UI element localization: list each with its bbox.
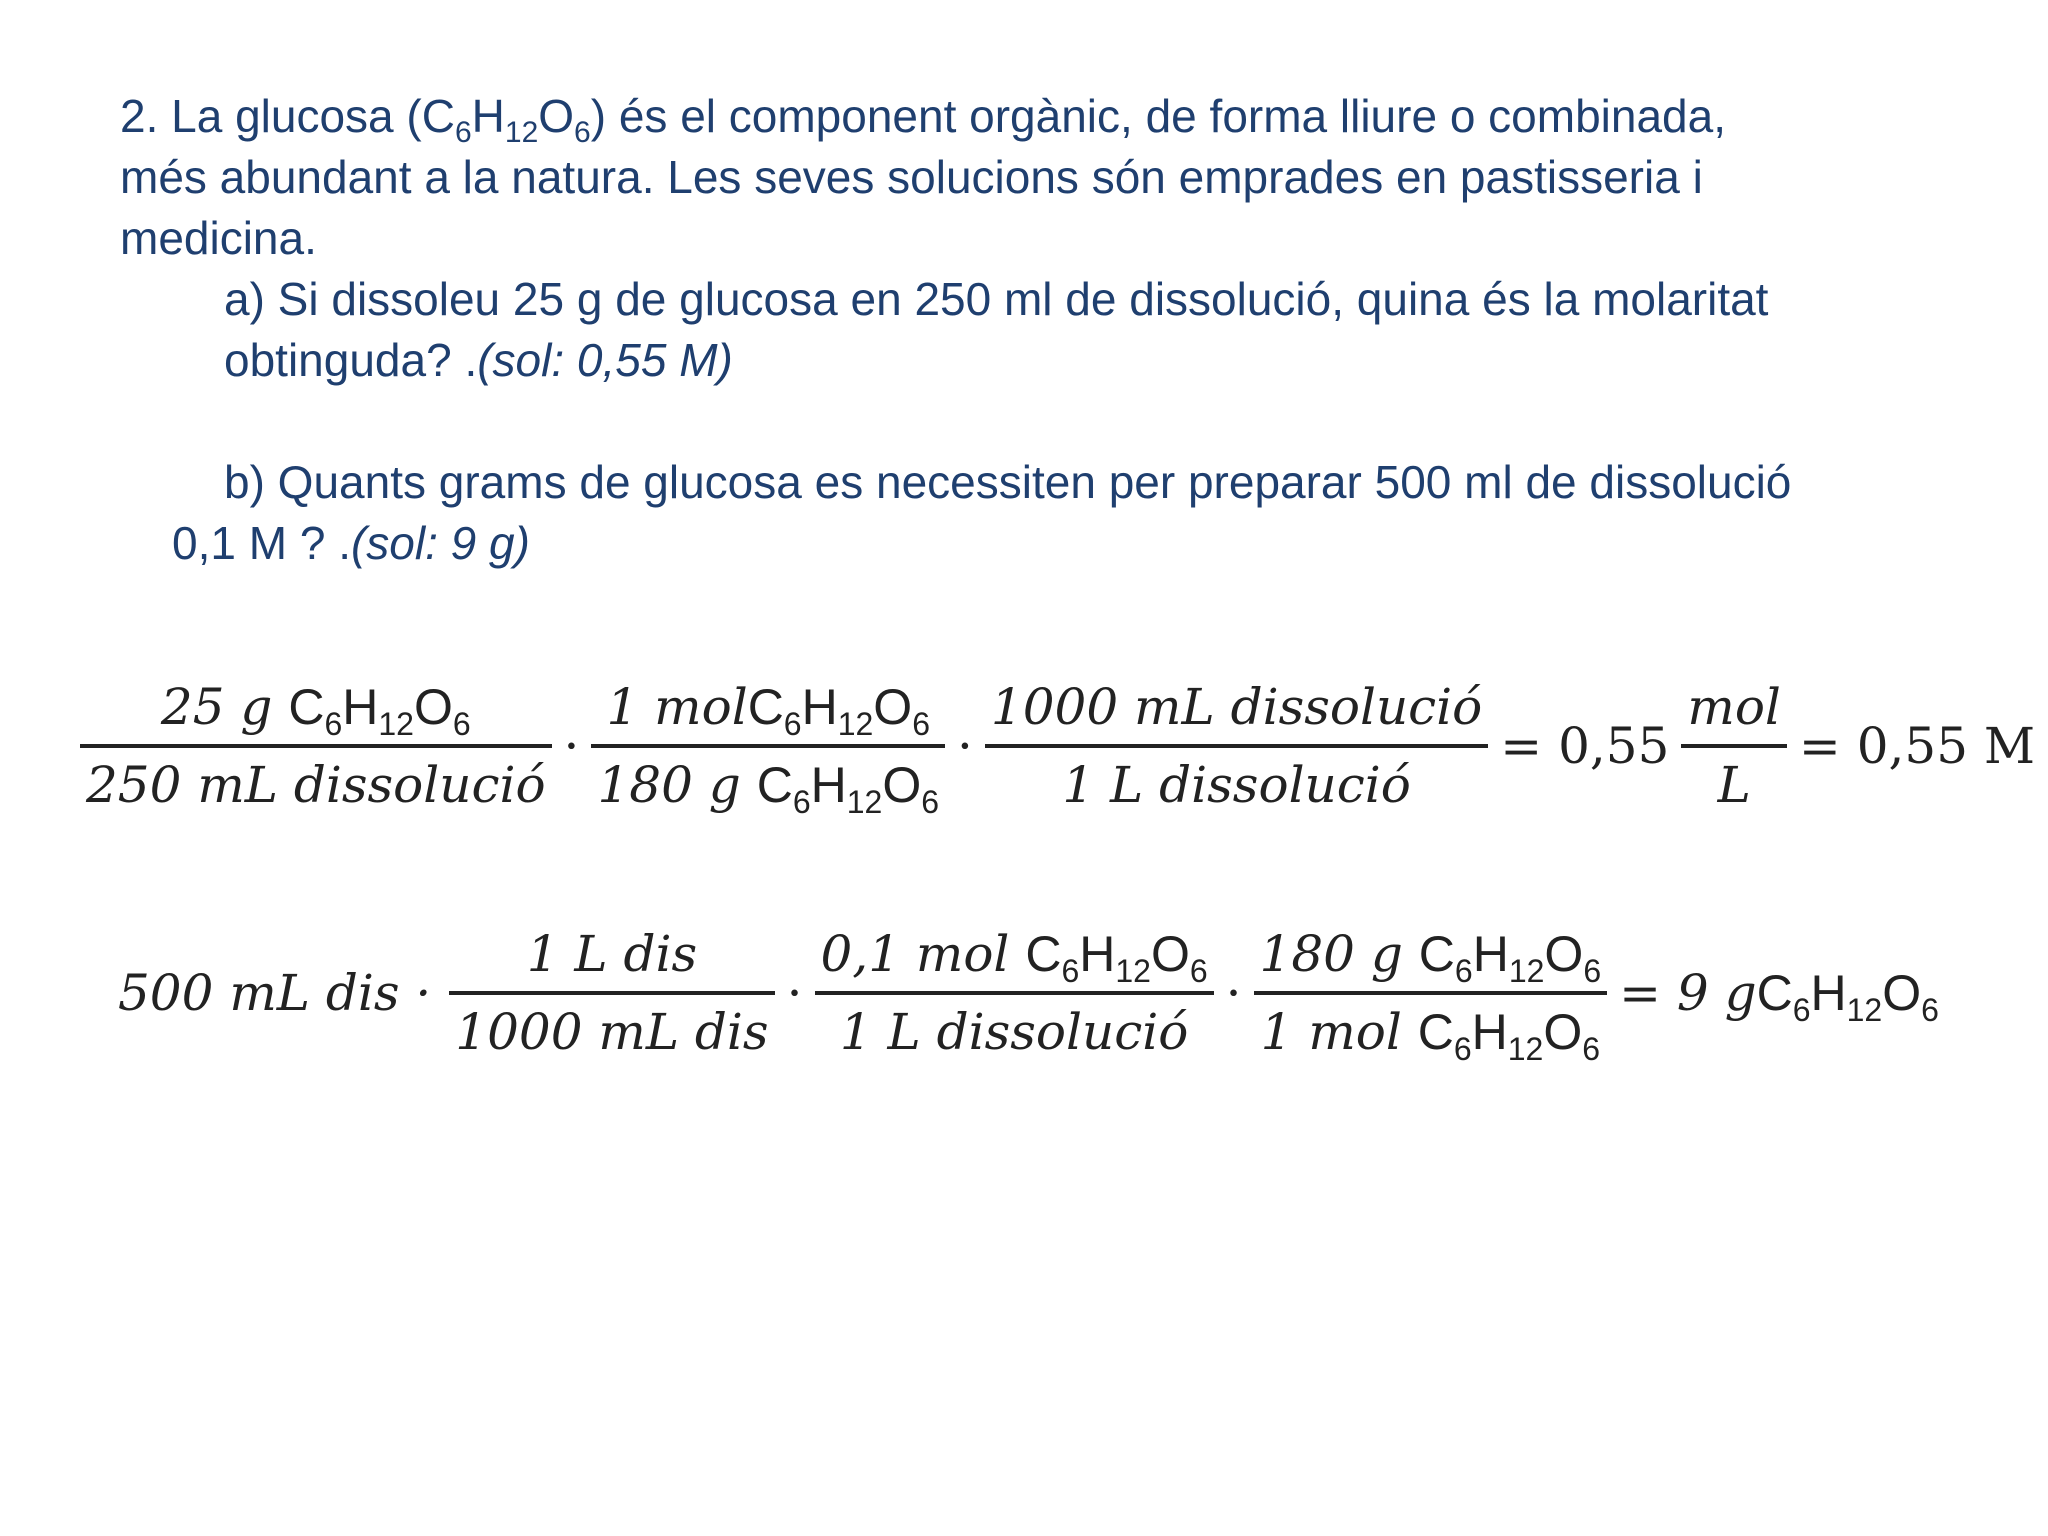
equation-1	[80, 678, 2047, 820]
solution-a: (sol: 0,55 M)	[477, 334, 733, 386]
glucose-formula: $C_6H_{12}O_6$	[1417, 1004, 1601, 1067]
glucose-formula: $C_6H_{12}O_6$	[747, 679, 930, 742]
multiply-dot: ·	[957, 717, 973, 775]
question-a-line-1: a) Si dissoleu 25 g de glucosa en 250 ml de dissolució, quina és la molaritat	[224, 273, 1769, 325]
glucose-formula: $C_6H_{12}O_6$	[1418, 926, 1602, 989]
question-b-line-2: 0,1 M ? .(sol: 9 g)	[172, 517, 530, 569]
eq1-final-result: = 0,55 M	[1798, 717, 2036, 775]
glucose-formula: $C_6H_{12}O_6$	[288, 679, 471, 742]
eq1-fraction-3: $\frac{\text{1000 mL dissolució}}{\text{1 L dissolució}}$	[985, 678, 1488, 814]
problem-line-2: més abundant a la natura. Les seves solucions són emprades en pastisseria i	[120, 151, 1703, 203]
solution-b: (sol: 9 g)	[350, 517, 530, 569]
problem-line-3: medicina.	[120, 212, 317, 264]
problem-line-1: 2. La glucosa $(C_6H_{12}O_6)$ és el component orgànic, de forma lliure o combinada,	[120, 90, 1726, 149]
eq2-lead: 500 mL dis ·	[118, 964, 432, 1022]
eq1-fraction-2: $\frac{1 molC_6H_{12}O_6}{180 g C_6H_{12}O_6}$	[591, 678, 945, 814]
glucose-formula: $C_6H_{12}O_6$	[1025, 926, 1208, 989]
eq2-fraction-3: $\frac{180 g C_6H_{12}O_6}{1 mol C_6H_{12}O_6}$	[1254, 925, 1608, 1061]
question-a-line-2: obtinguda? .(sol: 0,55 M)	[224, 334, 733, 386]
eq2-fraction-2: $\frac{0,1 mol C_6H_{12}O_6}{\text{1 L dissolució}}$	[815, 925, 1214, 1061]
eq1-result-value: = 0,55	[1500, 717, 1670, 775]
eq1-unit-fraction: $\frac{\text{mol}}{L}$	[1681, 678, 1787, 814]
spacer	[120, 391, 2000, 452]
multiply-dot: ·	[786, 964, 803, 1022]
problem-statement	[120, 86, 2000, 574]
eq2-fraction-1: $\frac{\text{1 L dis}}{\text{1000 mL dis}}$	[449, 925, 774, 1061]
eq1-fraction-1: $\frac{25 g C_6H_{12}O_6}{\text{250 mL dissolució}}$	[80, 678, 552, 814]
eq2-result: = 9 $gC_6H_{12}O_6$	[1619, 964, 1939, 1028]
glucose-formula: $C_6H_{12}O_6$	[1756, 965, 1939, 1028]
multiply-dot: ·	[1225, 964, 1242, 1022]
question-b-line-1: b) Quants grams de glucosa es necessiten per preparar 500 ml de dissolució	[224, 456, 1792, 508]
multiply-dot: ·	[563, 717, 580, 775]
equation-2	[118, 925, 1951, 1067]
glucose-formula: $C_6H_{12}O_6$	[756, 757, 940, 820]
